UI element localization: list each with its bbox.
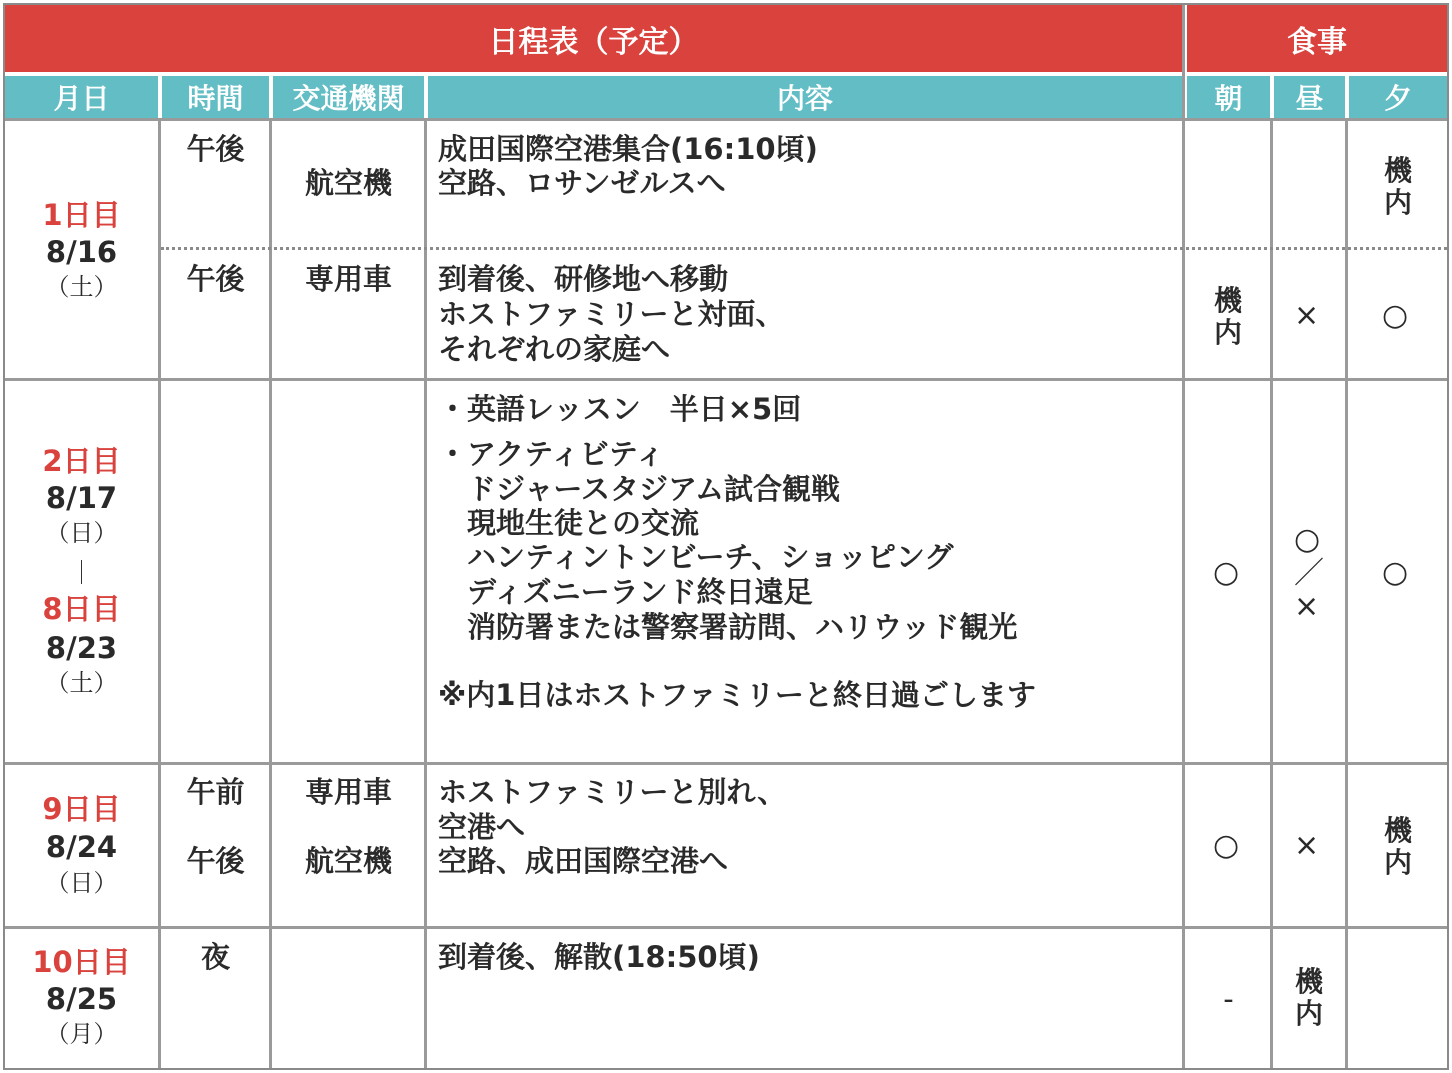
time-cell: 午後	[186, 132, 245, 166]
meal-lunch-slash: ／	[1294, 556, 1324, 591]
content-line: ドジャースタジアム試合観戦	[438, 472, 840, 506]
content-line: ホストファミリーと対面、	[438, 297, 785, 331]
header-dinner: 夕	[1349, 76, 1447, 118]
meal-dinner: 機 内	[1383, 814, 1412, 879]
transport-cell: 航空機	[304, 166, 392, 200]
weekday: （土）	[45, 669, 118, 697]
content-line: 現地生徒との交流	[438, 506, 700, 540]
date: 8/24	[45, 830, 118, 864]
time-cell: 午後	[186, 844, 245, 878]
grid-line	[5, 118, 1447, 121]
day-label: 2日目	[42, 444, 121, 478]
meal-lunch: ×	[1294, 828, 1320, 863]
schedule-title: 日程表（予定）	[5, 5, 1182, 72]
grid-line	[1182, 5, 1185, 1068]
date: 8/25	[45, 982, 118, 1016]
meal-lunch: ○	[1294, 522, 1321, 557]
day-label: 9日目	[42, 792, 121, 826]
header-lunch: 昼	[1274, 76, 1345, 118]
meal-dinner: 機 内	[1383, 154, 1412, 219]
date-range-separator: ｜	[69, 559, 94, 587]
meal-breakfast: 機 内	[1213, 284, 1242, 349]
grid-line	[5, 926, 1447, 929]
day-label: 1日目	[42, 198, 121, 232]
meal-lunch: ×	[1294, 298, 1320, 333]
content-line: 空路、ロサンゼルスへ	[438, 166, 726, 200]
weekday: （土）	[45, 273, 118, 301]
meal-lunch: ×	[1294, 589, 1320, 624]
time-cell: 午後	[186, 262, 245, 296]
header-time: 時間	[162, 76, 269, 118]
header-date: 月日	[5, 76, 158, 118]
content-line: 到着後、研修地へ移動	[438, 262, 729, 296]
day-label: 10日目	[32, 945, 131, 979]
meal-lunch: 機 内	[1294, 965, 1323, 1030]
content-line: ハンティントンビーチ、ショッピング	[438, 540, 954, 574]
weekday: （日）	[45, 869, 118, 897]
weekday: （日）	[45, 519, 118, 547]
transport-cell: 専用車	[304, 262, 392, 296]
meal-dinner: ○	[1382, 555, 1409, 590]
content-line: 成田国際空港集合(16:10頃)	[438, 132, 818, 166]
time-cell: 夜	[200, 940, 230, 974]
header-transport: 交通機関	[273, 76, 424, 118]
content-line: ・アクティビティ	[438, 437, 665, 471]
content-line: それぞれの家庭へ	[438, 332, 671, 366]
header-content: 内容	[428, 76, 1182, 118]
content-line: 到着後、解散(18:50頃)	[438, 940, 760, 974]
header-breakfast: 朝	[1187, 76, 1270, 118]
content-line: 消防署または警察署訪問、ハリウッド観光	[438, 610, 1018, 644]
content-line: ・英語レッスン 半日×5回	[438, 392, 802, 426]
content-line: 空路、成田国際空港へ	[438, 844, 729, 878]
transport-cell: 航空機	[304, 844, 392, 878]
meal-breakfast: ○	[1213, 828, 1240, 863]
meals-title: 食事	[1187, 5, 1447, 72]
meal-dinner: ○	[1382, 298, 1409, 333]
transport-cell: 専用車	[304, 775, 392, 809]
meal-breakfast: ○	[1213, 555, 1240, 590]
content-note: ※内1日はホストファミリーと終日過ごします	[438, 678, 1036, 712]
dotted-divider	[161, 247, 1447, 250]
grid-line	[5, 378, 1447, 381]
time-cell: 午前	[186, 775, 245, 809]
content-line: ディズニーランド終日遠足	[438, 575, 813, 609]
date: 8/17	[45, 481, 118, 515]
date: 8/23	[45, 631, 118, 665]
weekday: （月）	[45, 1020, 118, 1048]
content-line: ホストファミリーと別れ、	[438, 775, 787, 809]
meal-breakfast: -	[1223, 982, 1234, 1016]
date: 8/16	[45, 235, 118, 269]
content-line: 空港へ	[438, 810, 526, 844]
grid-line	[5, 762, 1447, 765]
day-label: 8日目	[42, 592, 121, 626]
